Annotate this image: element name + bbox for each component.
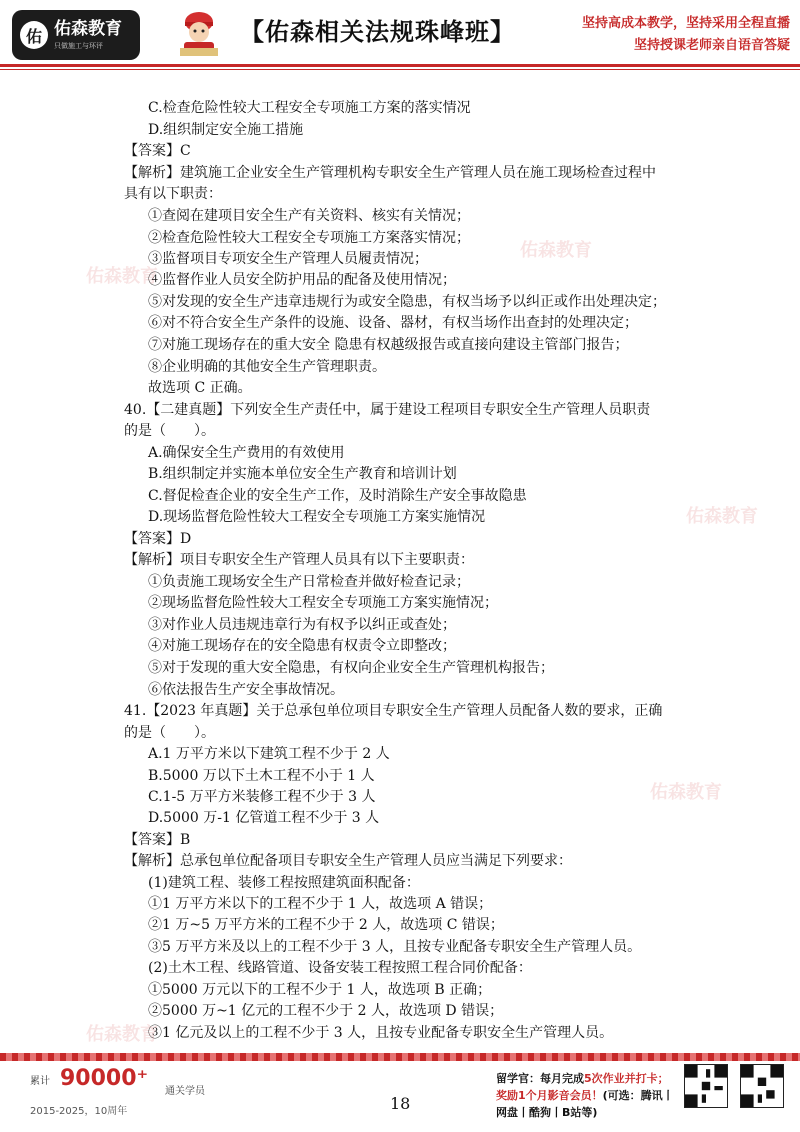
text-line: 40.【二建真题】下列安全生产责任中，属于建设工程项目专职安全生产管理人员职责 [124,402,651,418]
text-line: 【解析】建筑施工企业安全生产管理机构专职安全生产管理人员在施工现场检查过程中 [124,165,656,181]
promo-text: (可选：腾讯丨 [602,1089,674,1102]
text-line: 的是（ ）。 [124,423,215,439]
promo-highlight: 奖励1个月影音会员！ [496,1089,603,1102]
student-count-prefix: 累计 [30,1076,50,1087]
text-line: 41.【2023 年真题】关于总承包单位项目专职安全生产管理人员配备人数的要求，正确 [124,703,663,719]
text-line: ①负责施工现场安全生产日常检查并做好检查记录； [148,574,470,590]
text-line: ⑥依法报告生产安全事故情况。 [148,682,344,698]
text-line: ③1 亿元及以上的工程不少于 3 人，且按专业配备专职安全生产管理人员。 [148,1025,614,1041]
header-divider-thin [0,69,800,70]
text-line: C.督促检查企业的安全生产工作，及时消除生产安全事故隐患 [148,488,527,504]
mascot-illustration [176,8,222,60]
text-line: ①5000 万元以下的工程不少于 1 人，故选项 B 正确； [148,982,492,998]
promo-line-3: 网盘丨酷狗丨B站等) [496,1106,598,1119]
brand-logo [12,10,140,60]
logo-name: 佑森教育 [54,19,122,39]
text-line: ①查阅在建项目安全生产有关资料、核实有关情况； [148,208,470,224]
text-line: C.检查危险性较大工程安全专项施工方案的落实情况 [148,100,471,116]
text-line: ②现场监督危险性较大工程安全专项施工方案实施情况； [148,595,498,611]
promo-line-2 [496,1087,674,1103]
qr-code-icon [684,1064,728,1108]
text-line: C.1-5 万平方米装修工程不少于 3 人 [148,789,376,805]
text-line: ⑤对发现的安全生产违章违规行为或安全隐患，有权当场予以纠正或作出处理决定； [148,294,666,310]
watermark: 佑森教育 [686,506,758,527]
text-line: 的是（ ）。 [124,725,215,741]
footer-band [0,1053,800,1061]
text-line: ③对作业人员违规违章行为有权予以纠正或查处； [148,617,456,633]
text-line: 【答案】C [124,143,191,159]
text-line: 故选项 C 正确。 [148,380,252,396]
text-line: D.现场监督危险性较大工程安全专项施工方案实施情况 [148,509,486,525]
text-line: D.5000 万-1 亿管道工程不少于 3 人 [148,810,380,826]
text-line: ②检查危险性较大工程安全专项施工方案落实情况； [148,230,470,246]
text-line: 具有以下职责： [124,186,222,202]
student-count: 90000⁺ [60,1066,149,1091]
promo-label: 留学官： [496,1072,540,1085]
text-line: D.组织制定安全施工措施 [148,122,304,138]
header-divider [0,64,800,67]
student-count-suffix: 通关学员 [165,1086,205,1097]
text-line: ⑤对于发现的重大安全隐患，有权向企业安全生产管理机构报告； [148,660,554,676]
anniversary-text: 2015-2025，10周年 [30,1106,128,1117]
text-line: 【答案】D [124,531,192,547]
text-line: ⑥对不符合安全生产条件的设施、设备、器材，有权当场作出查封的处理决定； [148,315,638,331]
text-line: 【解析】总承包单位配备项目专职安全生产管理人员应当满足下列要求： [124,853,572,869]
document-title: 【佑森相关法规珠峰班】 [240,18,515,46]
text-line: A.1 万平方米以下建筑工程不少于 2 人 [148,746,390,762]
text-line: B.组织制定并实施本单位安全生产教育和培训计划 [148,466,457,482]
text-line: ③监督项目专项安全生产管理人员履责情况； [148,251,428,267]
text-line: 【答案】B [124,832,191,848]
page-number: 18 [390,1094,411,1113]
text-line: ①1 万平方米以下的工程不少于 1 人，故选项 A 错误； [148,896,493,912]
watermark: 佑森教育 [86,266,158,287]
text-line: ⑧企业明确的其他安全生产管理职责。 [148,359,386,375]
text-line: ④监督作业人员安全防护用品的配备及使用情况； [148,272,456,288]
text-line: ②1 万~5 万平方米的工程不少于 2 人，故选项 C 错误； [148,917,504,933]
promo-text: 每月完成 [540,1072,584,1085]
text-line: ③5 万平方米及以上的工程不少于 3 人，且按专业配备专职安全生产管理人员。 [148,939,642,955]
text-line: (1)建筑工程、装修工程按照建筑面积配备： [148,875,420,891]
page-header [0,0,800,80]
logo-mark: 佑 [20,21,48,49]
watermark: 佑森教育 [86,1024,158,1045]
slogan-line-1: 坚持高成本教学，坚持采用全程直播 [581,16,790,31]
promo-line-1 [496,1070,669,1086]
slogan-line-2: 坚持授课老师亲自语音答疑 [633,38,790,53]
logo-subtitle: 只做施工与环评 [54,42,103,50]
text-line: ⑦对施工现场存在的重大安全 隐患有权越级报告或直接向建设主管部门报告； [148,337,629,353]
qr-code-icon [740,1064,784,1108]
text-line: A.确保安全生产费用的有效使用 [148,445,345,461]
promo-highlight: 5次作业并打卡； [584,1072,669,1085]
text-line: B.5000 万以下土木工程不小于 1 人 [148,768,375,784]
watermark: 佑森教育 [520,240,592,261]
text-line: (2)土木工程、线路管道、设备安装工程按照工程合同价配备： [148,960,532,976]
text-line: ④对施工现场存在的安全隐患有权责令立即整改； [148,638,456,654]
text-line: ②5000 万~1 亿元的工程不少于 2 人，故选项 D 错误； [148,1003,504,1019]
watermark: 佑森教育 [650,782,722,803]
text-line: 【解析】项目专职安全生产管理人员具有以下主要职责： [124,552,474,568]
